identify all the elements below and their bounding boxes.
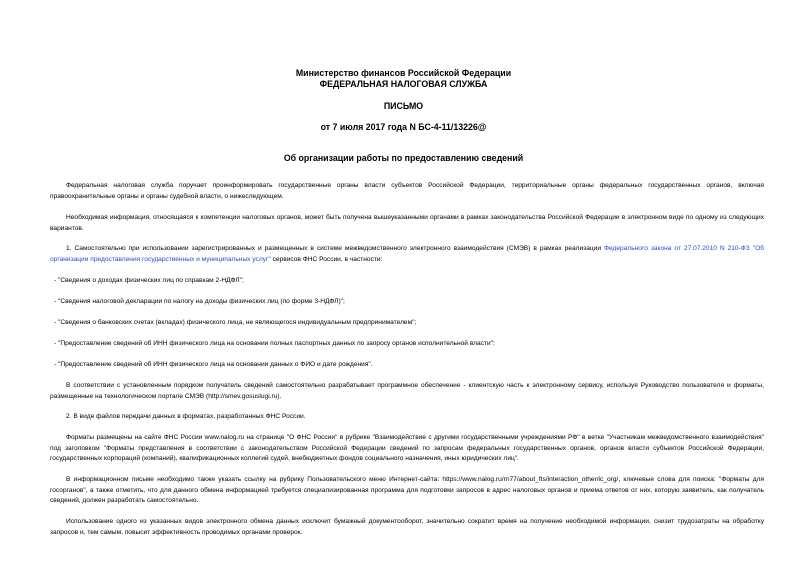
paragraph-2: Необходимая информация, относящаяся к компетенции налоговых органов, может быть получена вышеуказанными органами в рамках законодательства Российской Федерации в электронном виде по одному из следующих вариантов. <box>50 214 764 232</box>
paragraph-3-text-start: 1. Самостоятельно при использовании зарегистрированных и размещенных в системе межведомственного электронного взаимодействия (СМЭВ) в рамках реализации <box>66 245 604 252</box>
paragraph-3-text-end: сервисов ФНС России, в частности: <box>270 255 383 263</box>
paragraph-8: Использование одного из указанных видов электронного обмена данных исключит бумажный документооборот, значительно сократит время на получение необходимой информации, снизит трудозатраты на обработку запросов и, тем самым, повысит эффективность проводимых органами проверок. <box>50 518 764 536</box>
list-item: - "Предоставление сведений об ИНН физического лица на основании полных паспортных данных по запросу органов исполнительной власти"; <box>54 340 495 347</box>
service-name: ФЕДЕРАЛЬНАЯ НАЛОГОВАЯ СЛУЖБА <box>319 79 488 89</box>
document-title: Об организации работы по предоставлению сведений <box>283 153 524 163</box>
paragraph-5: 2. В виде файлов передачи данных в форматах, разработанных ФНС России. <box>66 413 306 420</box>
list-item: - "Сведения о банковских счетах (вкладах) физического лица, не являющегося индивидуальным предпринимателем"; <box>54 319 417 326</box>
list-item: - "Предоставление сведений об ИНН физического лица на основании данных о ФИО и дате рождения". <box>54 361 373 368</box>
paragraph-6: Форматы размещены на сайте ФНС России www.nalog.ru на странице "О ФНС России" в рубрике "Взаимодействие с другими государственными учреждениями РФ" в ветке "Участникам межведомственного взаимодействия" под заголовком "Форматы представления в соответствии с законодательством Российской Федерации сведений по запросам федеральных государственных органов, органов власти субъектов Российской Федерации, государственных корпораций (компаний), квалификационных коллегий судей, внебюджетных фондов социального назначения, иных юридических лиц". <box>50 434 764 462</box>
document-date-number: от 7 июля 2017 года N БС-4-11/13226@ <box>320 122 487 132</box>
federal-law-link[interactable]: Федерального закона от 27.07.2010 N 210-ФЗ "Об организации предоставления государственных и муниципальных услуг" <box>50 245 764 263</box>
document-type: ПИСЬМО <box>383 101 424 111</box>
list-item: - "Сведения о доходах физических лиц по справкам 2-НДФЛ"; <box>54 277 244 284</box>
paragraph-4: В соответствии с установленным порядком получатель сведений самостоятельно разрабатывает программное обеспечение - клиентскую часть к электронному сервису, используя Руководство пользователя и форматы, размещенные на технологическом портале СМЭВ (http://smev.gosuslugi.ru). <box>50 382 764 400</box>
paragraph-7: В информационном письме необходимо также указать ссылку на рубрику Пользовательского меню Интернет-сайта: https://www.nalog.ru/rn77/about_fts/interaction_other/ic_org/, ключевые слова для поиска: "Форматы для госорганов", а также отметить, что для данного обмена информацией требуется специализированная программа для подготовки запросов в адрес налоговых органов и приема ответов от них, которую заявитель, как получатель сведений, должен разработать самостоятельно. <box>50 476 764 504</box>
ministry-name: Министерство финансов Российской Федерации <box>295 68 512 78</box>
list-item: - "Сведения налоговой декларации по налогу на доходы физических лиц (по форме 3-НДФЛ)"; <box>54 298 345 305</box>
paragraph-1: Федеральная налоговая служба поручает проинформировать государственные органы власти субъектов Российской Федерации, территориальные органы федеральных государственных органов, включая правоохранительные органы и органы судебной власти, о нижеследующем. <box>50 182 764 200</box>
paragraph-3 <box>50 244 764 265</box>
